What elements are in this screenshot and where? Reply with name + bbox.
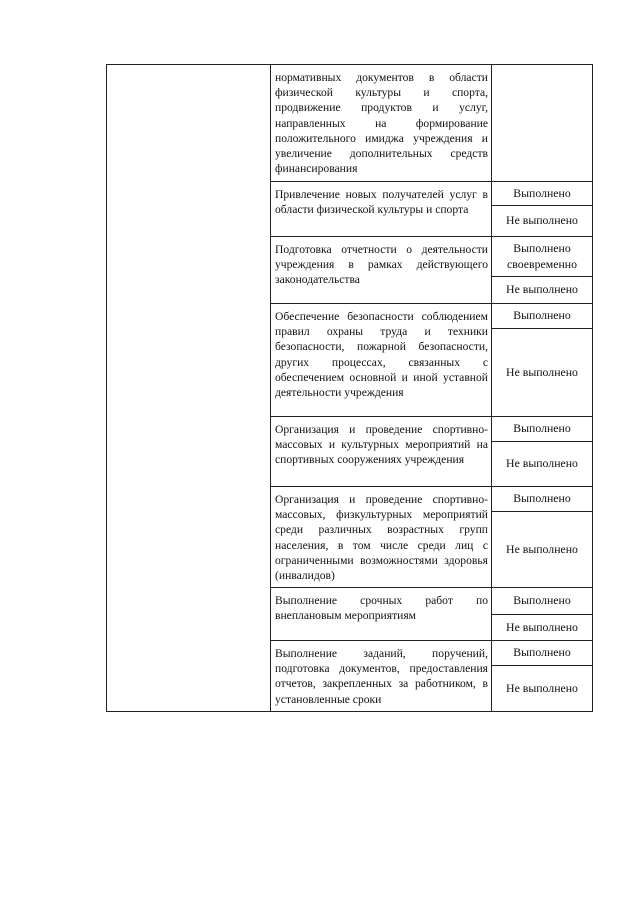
criterion-cell: Организация и проведение спортивно-массовых, физкультурных мероприятий среди различных возрастных групп населения, в том числе среди лиц с ограниченными возможностями здоровья (инвалидов) [271, 487, 492, 588]
table-row [107, 65, 593, 182]
result-cell: Не выполнено [492, 277, 593, 304]
result-cell: Выполнено [492, 487, 593, 512]
criterion-cell: Обеспечение безопасности соблюдением правил охраны труда и техники безопасности, пожарной безопасности, других процессах, связанных с обеспечением основной и иной уставной деятельности учреждения [271, 304, 492, 417]
result-cell: Не выполнено [492, 615, 593, 641]
result-cell: Не выполнено [492, 206, 593, 237]
result-cell: Не выполнено [492, 512, 593, 588]
criterion-cell: Выполнение срочных работ по внеплановым мероприятиям [271, 588, 492, 641]
criterion-cell: Подготовка отчетности о деятельности учреждения в рамках действующего законодательства [271, 237, 492, 304]
criterion-cell: нормативных документов в области физической культуры и спорта, продвижение продуктов и услуг, направленных на формирование положительного имиджа учреждения и увеличение дополнительных средств финансирования [271, 65, 492, 182]
result-cell: Выполнено [492, 182, 593, 206]
criterion-cell: Выполнение заданий, поручений, подготовка документов, предоставления отчетов, закрепленных за работником, в установленные сроки [271, 641, 492, 712]
criterion-cell: Привлечение новых получателей услуг в области физической культуры и спорта [271, 182, 492, 237]
result-cell: Выполнено своевременно [492, 237, 593, 277]
criteria-table [106, 64, 593, 712]
result-cell: Выполнено [492, 304, 593, 329]
result-cell: Выполнено [492, 588, 593, 615]
result-cell: Выполнено [492, 417, 593, 442]
result-cell: Не выполнено [492, 666, 593, 712]
result-cell: Не выполнено [492, 329, 593, 417]
result-cell [492, 65, 593, 182]
empty-left-cell [107, 65, 271, 712]
result-cell: Не выполнено [492, 442, 593, 487]
result-cell: Выполнено [492, 641, 593, 666]
criterion-cell: Организация и проведение спортивно-массовых и культурных мероприятий на спортивных сооружениях учреждения [271, 417, 492, 487]
